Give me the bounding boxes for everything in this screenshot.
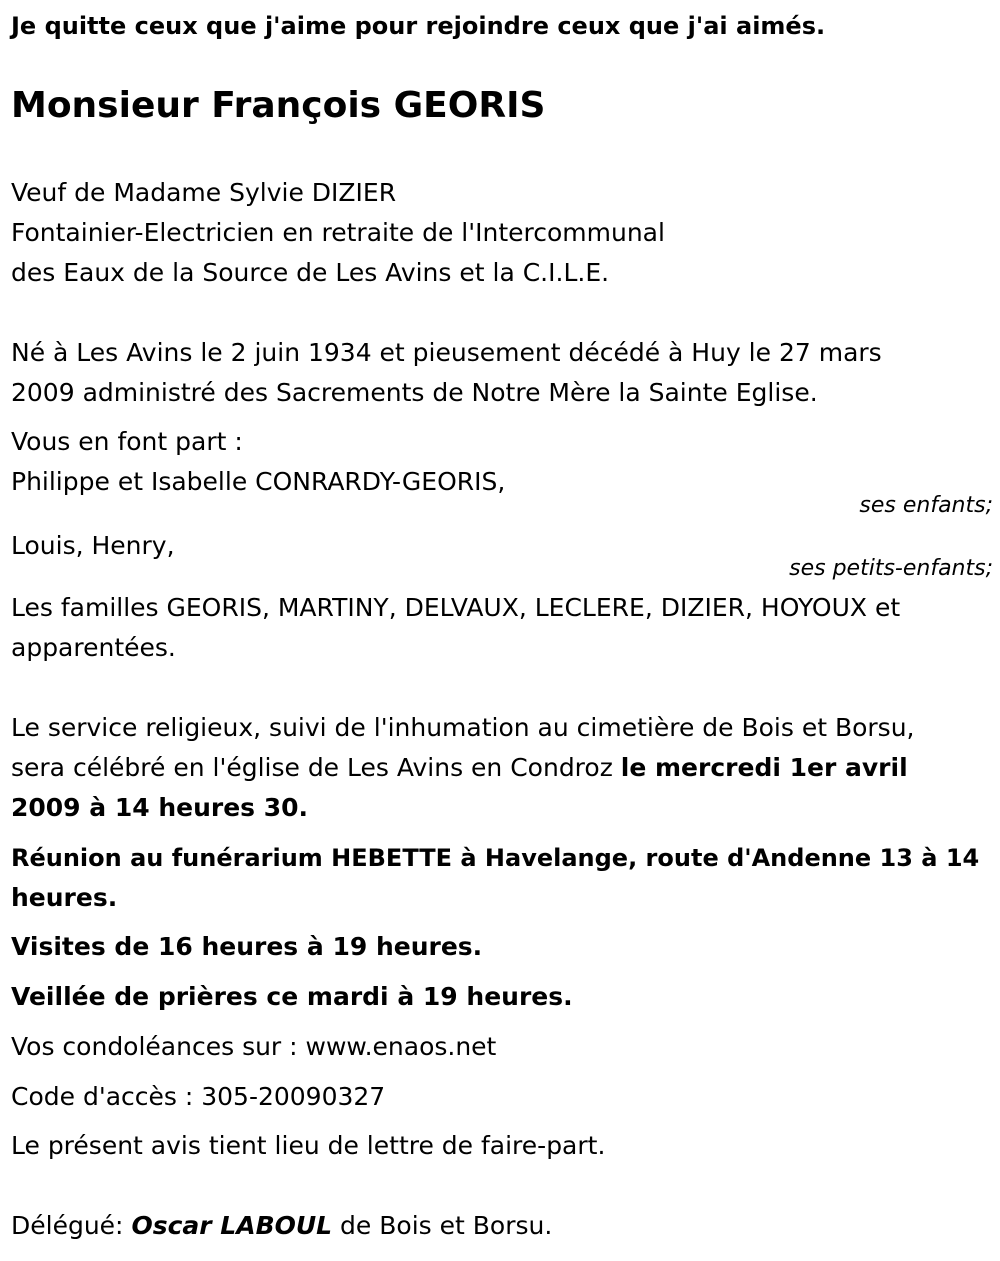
grandchildren-names: Louis, Henry, (11, 531, 175, 560)
bio-line-employer: des Eaux de la Source de Les Avins et la C.I.L.E. (11, 258, 610, 287)
announce-intro: Vous en font part : (11, 427, 243, 456)
notice-line: Le présent avis tient lieu de lettre de faire-part. (11, 1131, 606, 1160)
delegate-line (11, 1206, 552, 1246)
service-time: 2009 à 14 heures 30. (11, 793, 309, 822)
service-line-1: Le service religieux, suivi de l'inhumation au cimetière de Bois et Borsu, (11, 713, 915, 742)
service-line-2 (11, 748, 908, 788)
families-line-1: Les familles GEORIS, MARTINY, DELVAUX, LECLERE, DIZIER, HOYOUX et (11, 593, 901, 622)
birth-death-line-2: 2009 administré des Sacrements de Notre Mère la Sainte Eglise. (11, 378, 818, 407)
bio-line-widow: Veuf de Madame Sylvie DIZIER (11, 178, 397, 207)
bio-line-profession: Fontainier-Electricien en retraite de l'Intercommunal (11, 218, 665, 247)
grandchildren-relation: ses petits-enfants; (789, 556, 993, 581)
delegate-suffix: de Bois et Borsu. (332, 1211, 553, 1240)
reunion-line-2: heures. (11, 883, 118, 912)
children-relation: ses enfants; (859, 493, 993, 518)
service-location: sera célébré en l'église de Les Avins en Condroz (11, 753, 621, 782)
families-line-2: apparentées. (11, 633, 176, 662)
deceased-name: Monsieur François GEORIS (11, 85, 546, 126)
visits-line: Visites de 16 heures à 19 heures. (11, 932, 483, 961)
delegate-prefix: Délégué: (11, 1211, 132, 1240)
condolences-line: Vos condoléances sur : www.enaos.net (11, 1032, 497, 1061)
delegate-name: Oscar LABOUL (131, 1211, 333, 1240)
access-code-line: Code d'accès : 305-20090327 (11, 1082, 386, 1111)
service-date: le mercredi 1er avril (620, 753, 908, 782)
opening-quote: Je quitte ceux que j'aime pour rejoindre ceux que j'ai aimés. (11, 12, 826, 40)
vigil-line: Veillée de prières ce mardi à 19 heures. (11, 982, 573, 1011)
birth-death-line-1: Né à Les Avins le 2 juin 1934 et pieusement décédé à Huy le 27 mars (11, 338, 882, 367)
reunion-line-1: Réunion au funérarium HEBETTE à Havelange, route d'Andenne 13 à 14 (11, 844, 980, 872)
children-names: Philippe et Isabelle CONRARDY-GEORIS, (11, 467, 506, 496)
